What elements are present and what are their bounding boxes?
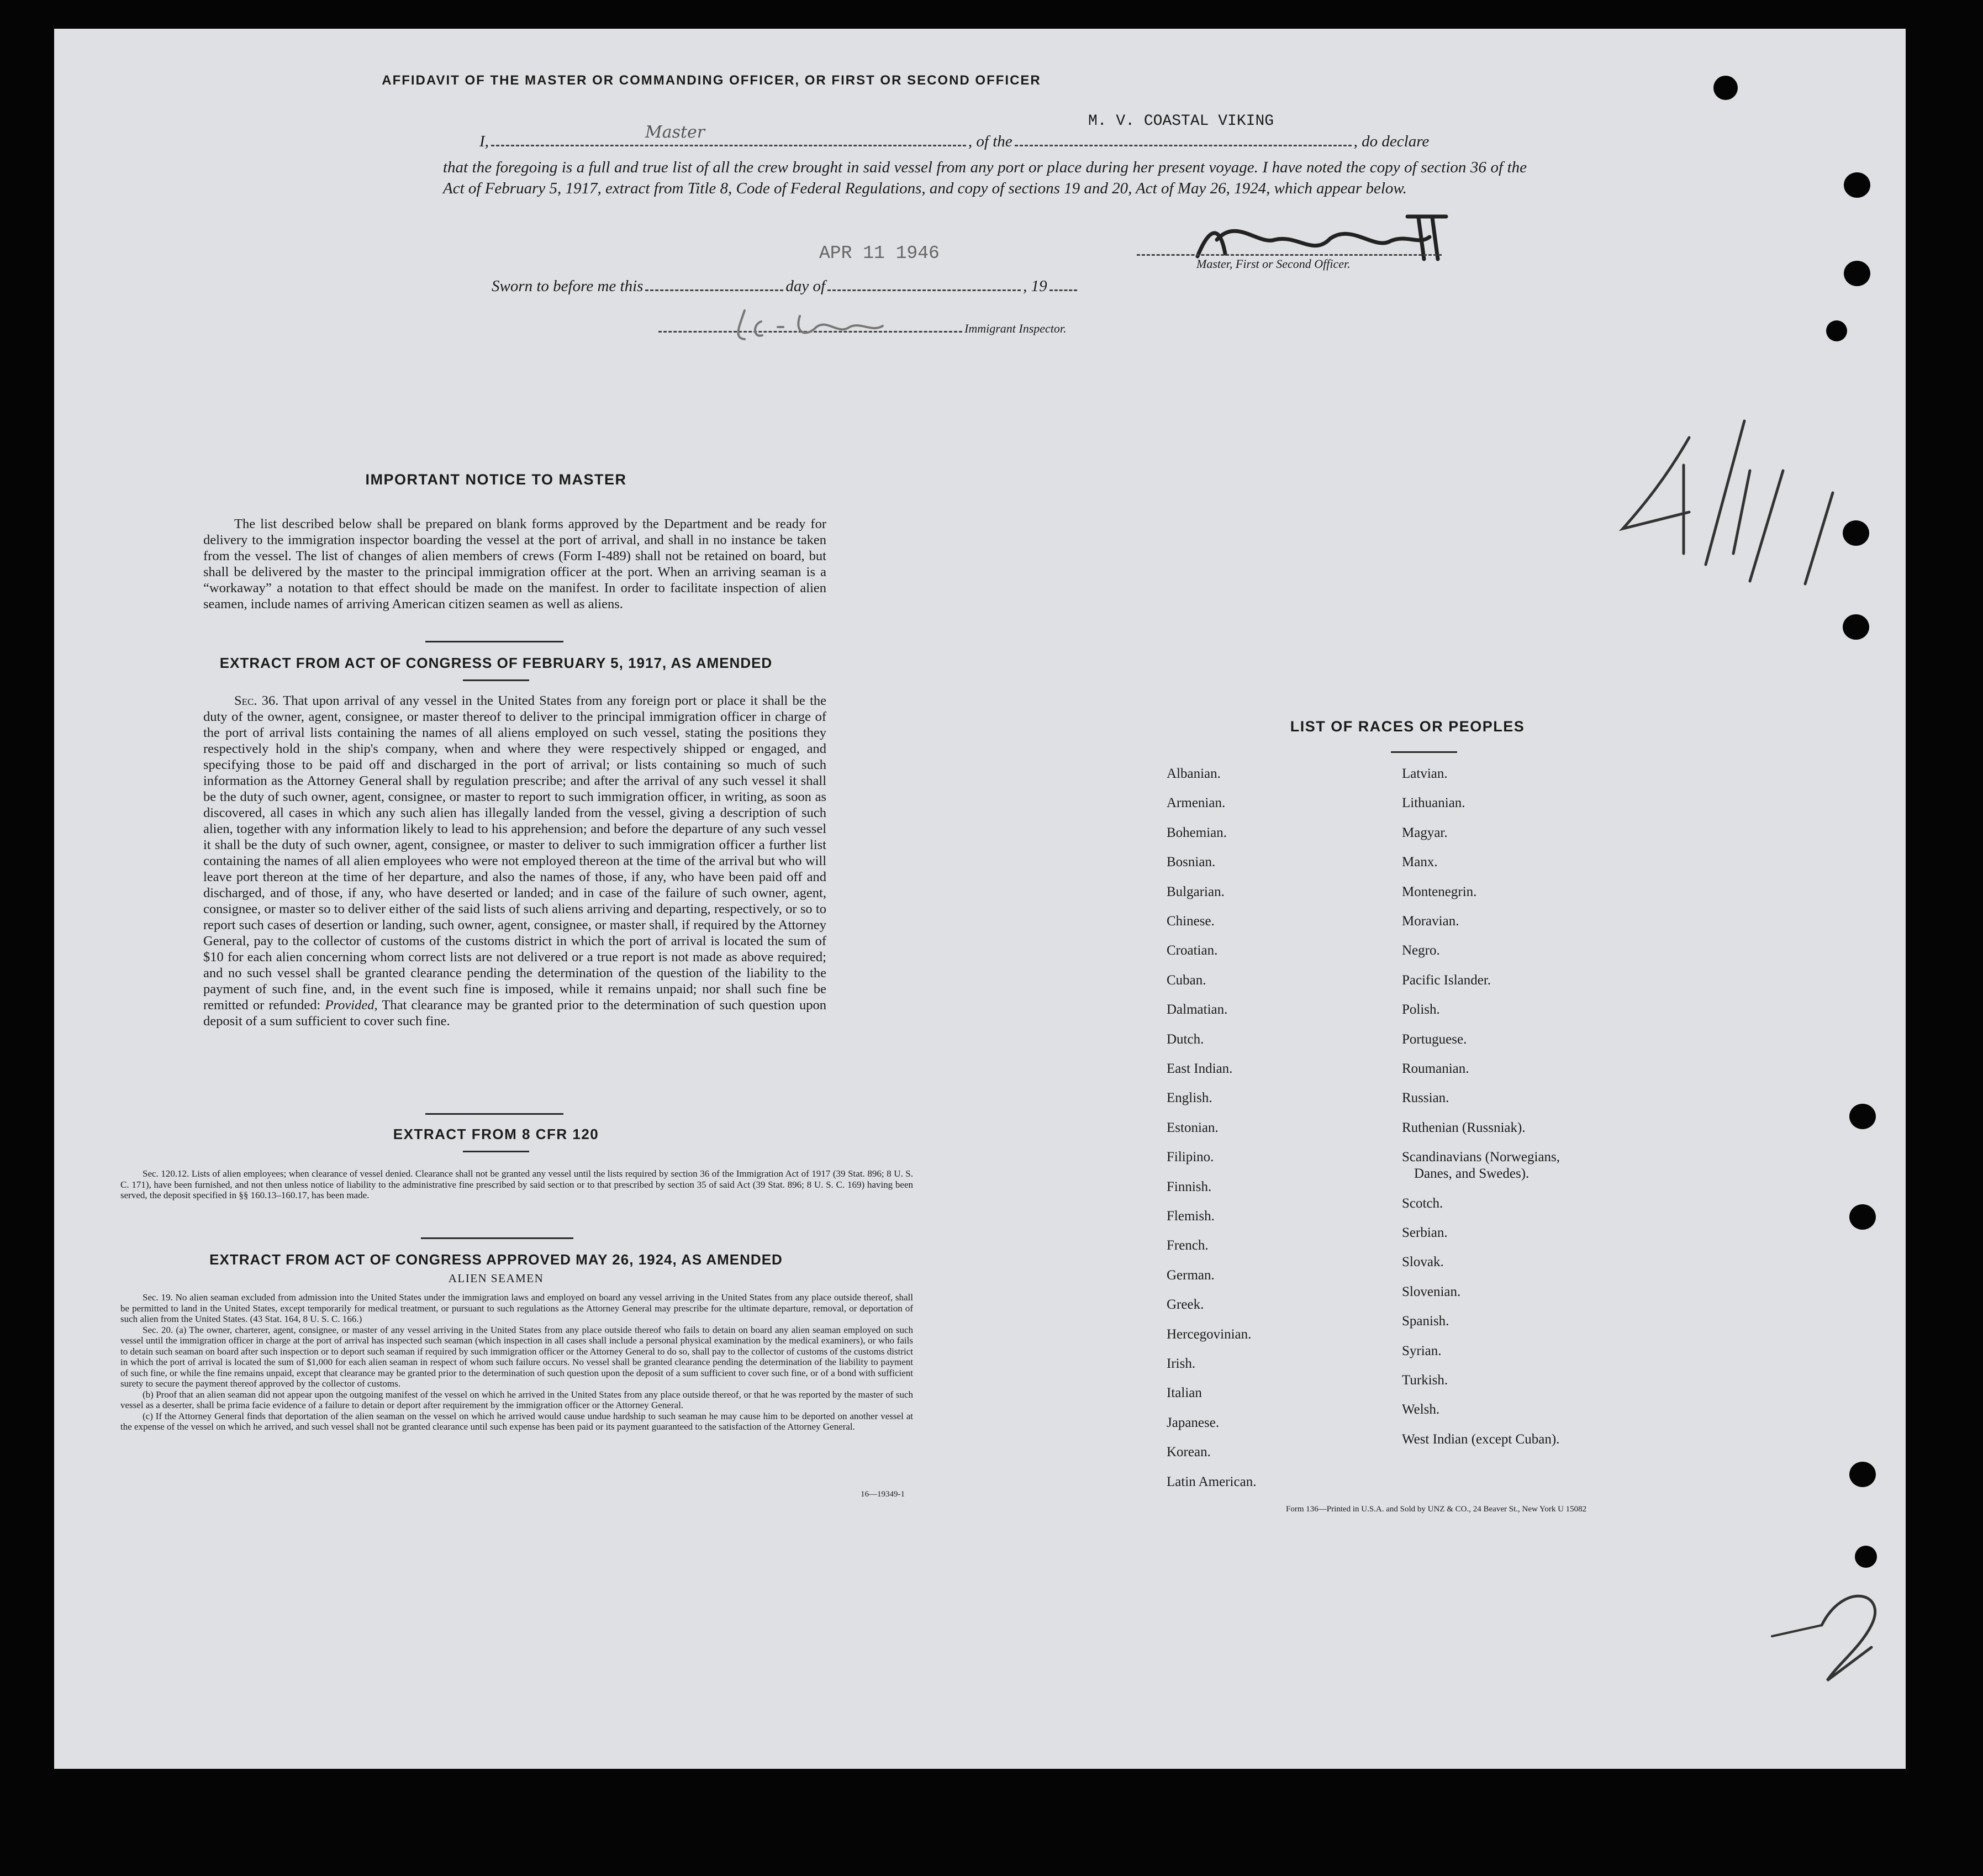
cfr-body	[120, 1168, 913, 1201]
race-item: Finnish.	[1167, 1179, 1212, 1194]
race-item: Danes, and Swedes).	[1414, 1166, 1530, 1182]
punch-hole	[1844, 172, 1870, 198]
printer-footer: Form 136—Printed in U.S.A. and Sold by UNZ & CO., 24 Beaver St., New York U 15082	[1286, 1505, 1587, 1514]
race-item: Estonian.	[1167, 1120, 1219, 1135]
punch-hole	[1826, 320, 1847, 341]
race-item: English.	[1167, 1090, 1212, 1106]
sec-20a-paragraph: Sec. 20. (a) The owner, charterer, agent, consignee, or master of any vessel arriving in the United States from any place outside thereof who fails to detain on board any alien seaman employed on such vessel until the immigration officer in charge at the port of arrival has inspected such seaman (which inspection in all cases shall include a personal physical examination by the medical examiners), or who fails to detain such seaman on board after such inspection or to deport such seaman if required by such immigration officer or the Attorney General to do so, shall pay to the collector of customs of the customs district in which the port of arrival is located the sum of $1,000 for each alien seaman in respect of whom such failure occurs. No vessel shall be granted clearance pending the determination of the liability to payment of such fine, or while the fine remains unpaid, except that clearance may be granted prior to the determination of such question upon the deposit of a sum sufficient to cover such fine, or of a bond with sufficient surety to secure the payment thereof approved by the collector of customs.	[120, 1324, 913, 1389]
affidavit-title: AFFIDAVIT OF THE MASTER OR COMMANDING OFFICER, OR FIRST OR SECOND OFFICER	[382, 73, 1041, 88]
race-item: Irish.	[1167, 1356, 1196, 1371]
extract-1917-title: EXTRACT FROM ACT OF CONGRESS OF FEBRUARY 5, 1917, AS AMENDED	[219, 655, 773, 671]
extract-1924-subtitle: ALIEN SEAMEN	[448, 1272, 544, 1285]
race-item: Polish.	[1402, 1002, 1440, 1018]
sworn-prefix: Sworn to before me this	[492, 277, 644, 295]
sec-36-label: Sec. 36.	[234, 693, 279, 708]
punch-hole	[1843, 520, 1869, 546]
race-item: Filipino.	[1167, 1150, 1214, 1165]
notice-title: IMPORTANT NOTICE TO MASTER	[365, 471, 627, 488]
sec-19-paragraph: Sec. 19. No alien seaman excluded from admission into the United States under the immigration laws and employed on board any vessel arriving in the United States from any place outside thereof, shall be permitted to land in the United States, except temporarily for medical treatment, or pursuant to such regulations as the Attorney General may prescribe for the ultimate departure, removal, or deportation of such alien from the United States. (43 Stat. 164, 8 U. S. C. 166.)	[120, 1292, 913, 1324]
race-item: Latin American.	[1167, 1474, 1257, 1489]
race-item: Chinese.	[1167, 914, 1215, 929]
punch-hole	[1855, 1546, 1877, 1568]
cfr-title: EXTRACT FROM 8 CFR 120	[393, 1126, 599, 1142]
race-item: German.	[1167, 1267, 1215, 1283]
race-item: Pacific Islander.	[1402, 972, 1491, 988]
race-item: Flemish.	[1167, 1209, 1215, 1224]
race-item: Spanish.	[1402, 1314, 1449, 1329]
race-item: Moravian.	[1402, 914, 1459, 929]
race-item: Ruthenian (Russniak).	[1402, 1120, 1526, 1135]
race-item: Italian	[1167, 1385, 1202, 1401]
vessel-name-blank	[1015, 145, 1352, 146]
race-item: Montenegrin.	[1402, 884, 1477, 899]
punch-hole	[1849, 1462, 1876, 1487]
race-item: Armenian.	[1167, 795, 1226, 811]
race-item: Lithuanian.	[1402, 795, 1465, 811]
race-item: Negro.	[1402, 943, 1440, 958]
sworn-year-blank	[1049, 289, 1077, 291]
race-item: Albanian.	[1167, 766, 1221, 781]
date-stamp: APR 11 1946	[819, 243, 940, 264]
inspector-signature	[728, 305, 916, 344]
extract-1924-body	[120, 1292, 913, 1432]
sworn-month-blank	[827, 289, 1021, 291]
race-item: Hercegovinian.	[1167, 1326, 1252, 1342]
race-item: Turkish.	[1402, 1373, 1448, 1388]
race-item: Welsh.	[1402, 1402, 1440, 1417]
race-item: Slovenian.	[1402, 1284, 1461, 1299]
divider-1	[425, 641, 563, 642]
race-item: Japanese.	[1167, 1415, 1220, 1430]
page-number-handwriting	[1601, 388, 1855, 592]
inspector-caption: Immigrant Inspector.	[964, 322, 1067, 335]
master-name-blank	[491, 145, 966, 146]
race-item: French.	[1167, 1238, 1209, 1253]
cfr-paragraph: Sec. 120.12. Lists of alien employees; when clearance of vessel denied. Clearance shall not be granted any vessel until the lists required by section 36 of the Immigration Act of 1917 (39 Stat. 896; 8 U. S. C. 171), have been furnished, and not then unless notice of liability to the administrative fine prescribed by said section or to that prescribed by section 35 of said Act (39 Stat. 896; 8 U. S. C. 169) having been served, the deposit specified in §§ 160.13–160.17, has been made.	[120, 1168, 913, 1200]
master-signature-line	[1137, 254, 1442, 256]
race-item: West Indian (except Cuban).	[1402, 1431, 1560, 1447]
sworn-line	[492, 277, 1079, 296]
sec-20c-paragraph: (c) If the Attorney General finds that deportation of the alien seaman on the vessel on which he arrived would cause undue hardship to such seaman he may cause him to be deported on another vessel at the expense of the vessel on which he arrived, and such vessel shall not be granted clearance until such expense has been paid or its payment guaranteed to the satisfaction of the Attorney General.	[120, 1410, 913, 1432]
race-item: Dutch.	[1167, 1031, 1204, 1047]
races-title: LIST OF RACES OR PEOPLES	[1290, 718, 1525, 735]
declaration-suffix: , do declare	[1353, 133, 1430, 150]
race-item: Latvian.	[1402, 766, 1448, 781]
race-item: Slovak.	[1402, 1255, 1444, 1270]
declaration-prefix: I,	[479, 133, 489, 150]
race-item: East Indian.	[1167, 1061, 1233, 1076]
sworn-year: , 19	[1023, 277, 1047, 295]
divider-3	[425, 1113, 563, 1115]
sec-36-text: That upon arrival of any vessel in the United States from any foreign port or place it shall be the duty of the owner, agent, consignee, or master thereof to deliver to the principal immigration officer in charge of the port of arrival lists containing the names of all aliens employed on such vessel, stating the positions they respectively hold in the ship's company, when and where they were respectively shipped or engaged, and specifying those to be paid off and discharged in the port of arrival; or lists containing so much of such information as the Attorney General shall by regulation prescribe; and after the arrival of any such vessel it shall be the duty of such owner, agent, consignee, or master to report to such immigration officer, in writing, as soon as discovered, all cases in which any such alien has illegally landed from the vessel, giving a description of such alien, together with any information likely to lead to his apprehension; and before the departure of any such vessel it shall be the duty of such owner, agent, consignee, or master to deliver to such immigration officer a further list containing the names of all alien employees who were not employed thereon at the time of the arrival but who will leave port thereon at the time of her departure, and also the names of those, if any, who have been paid off and discharged, and of those, if any, who have deserted or landed; and in case of the failure of such owner, agent, consignee, or master so to deliver either of the said lists of such aliens arriving and departing, respectively, or so to report such cases of desertion or landing, such owner, agent, consignee, or master shall, if required by the Attorney General, pay to the collector of customs of the customs district in which the port of arrival is located the sum of $10 for each alien concerning whom correct lists are not delivered or a true report is not made as above required; and no such vessel shall be granted clearance pending the determination of the question of the liability to the payment of such fine, and, in the event such fine is imposed, while it remains unpaid; nor shall such fine be remitted or refunded:	[203, 693, 826, 1013]
race-item: Greek.	[1167, 1297, 1204, 1313]
punch-hole	[1843, 614, 1869, 640]
punch-hole	[1849, 1104, 1876, 1129]
sworn-day-blank	[645, 289, 783, 291]
race-item: Magyar.	[1402, 825, 1448, 840]
divider-2	[463, 679, 529, 681]
master-caption: Master, First or Second Officer.	[1196, 257, 1351, 271]
race-item: Russian.	[1402, 1090, 1449, 1106]
extract-1924-title: EXTRACT FROM ACT OF CONGRESS APPROVED MAY 26, 1924, AS AMENDED	[209, 1251, 783, 1268]
race-item: Dalmatian.	[1167, 1002, 1228, 1018]
punch-hole	[1844, 261, 1870, 286]
race-item: Cuban.	[1167, 972, 1206, 988]
race-item: Scotch.	[1402, 1195, 1443, 1211]
extract-1917-body	[203, 693, 826, 1029]
master-name-handwriting: Master	[645, 123, 705, 142]
notice-body: The list described below shall be prepared on blank forms approved by the Department and be ready for delivery to the immigration inspector boarding the vessel at the port of arrival, and shall in no instance be taken from the vessel. The list of changes of alien members of crews (Form I-489) shall not be retained on board, but shall be delivered by the master to the principal immigration officer at the port. When an arriving seaman is a “workaway” a notation to that effect should be made on the manifest. In order to facilitate inspection of alien seamen, include names of arriving American citizen seamen as well as aliens.	[203, 517, 826, 612]
race-item: Bulgarian.	[1167, 884, 1225, 899]
sec-36-text-end: That clearance may be granted prior to the determination of such question upon deposit of a sum sufficient to cover such fine.	[203, 998, 827, 1029]
punch-hole	[1713, 76, 1738, 100]
race-item: Portuguese.	[1402, 1031, 1467, 1047]
corner-mark-handwriting	[1761, 1570, 1905, 1691]
sworn-day-of: day of	[785, 277, 826, 295]
race-item: Croatian.	[1167, 943, 1218, 958]
race-item: Roumanian.	[1402, 1061, 1469, 1076]
race-item: Scandinavians (Norwegians,	[1402, 1150, 1560, 1165]
race-item: Bosnian.	[1167, 855, 1216, 870]
race-item: Syrian.	[1402, 1343, 1442, 1358]
divider-4	[463, 1151, 529, 1152]
affidavit-body: that the foregoing is a full and true list of all the crew brought in said vessel from any port or place during her present voyage. I have noted the copy of section 36 of the Act of February 5, 1917, extract from Title 8, Code of Federal Regulations, and copy of sections 19 and 20, Act of May 26, 1924, which appear below.	[443, 159, 1527, 197]
races-title-rule	[1391, 751, 1457, 753]
race-item: Serbian.	[1402, 1225, 1448, 1240]
race-item: Manx.	[1402, 855, 1438, 870]
declaration-of-the: , of the	[968, 133, 1012, 150]
provided-word: Provided,	[325, 998, 378, 1013]
divider-5	[421, 1237, 573, 1239]
vessel-name: M. V. COASTAL VIKING	[1088, 113, 1274, 130]
affidavit-declaration-line	[479, 133, 1529, 151]
punch-hole	[1849, 1204, 1876, 1230]
race-item: Bohemian.	[1167, 825, 1227, 840]
form-code: 16—19349-1	[861, 1490, 905, 1499]
race-item: Korean.	[1167, 1445, 1211, 1460]
document-sheet	[54, 29, 1906, 1769]
sec-20b-paragraph: (b) Proof that an alien seaman did not appear upon the outgoing manifest of the vessel on which he arrived in the United States from any place outside thereof, or that he was reported by the master of such vessel as a deserter, shall be prima facie evidence of a failure to detain or deport after requirement by the immigration officer or the Attorney General.	[120, 1389, 913, 1410]
